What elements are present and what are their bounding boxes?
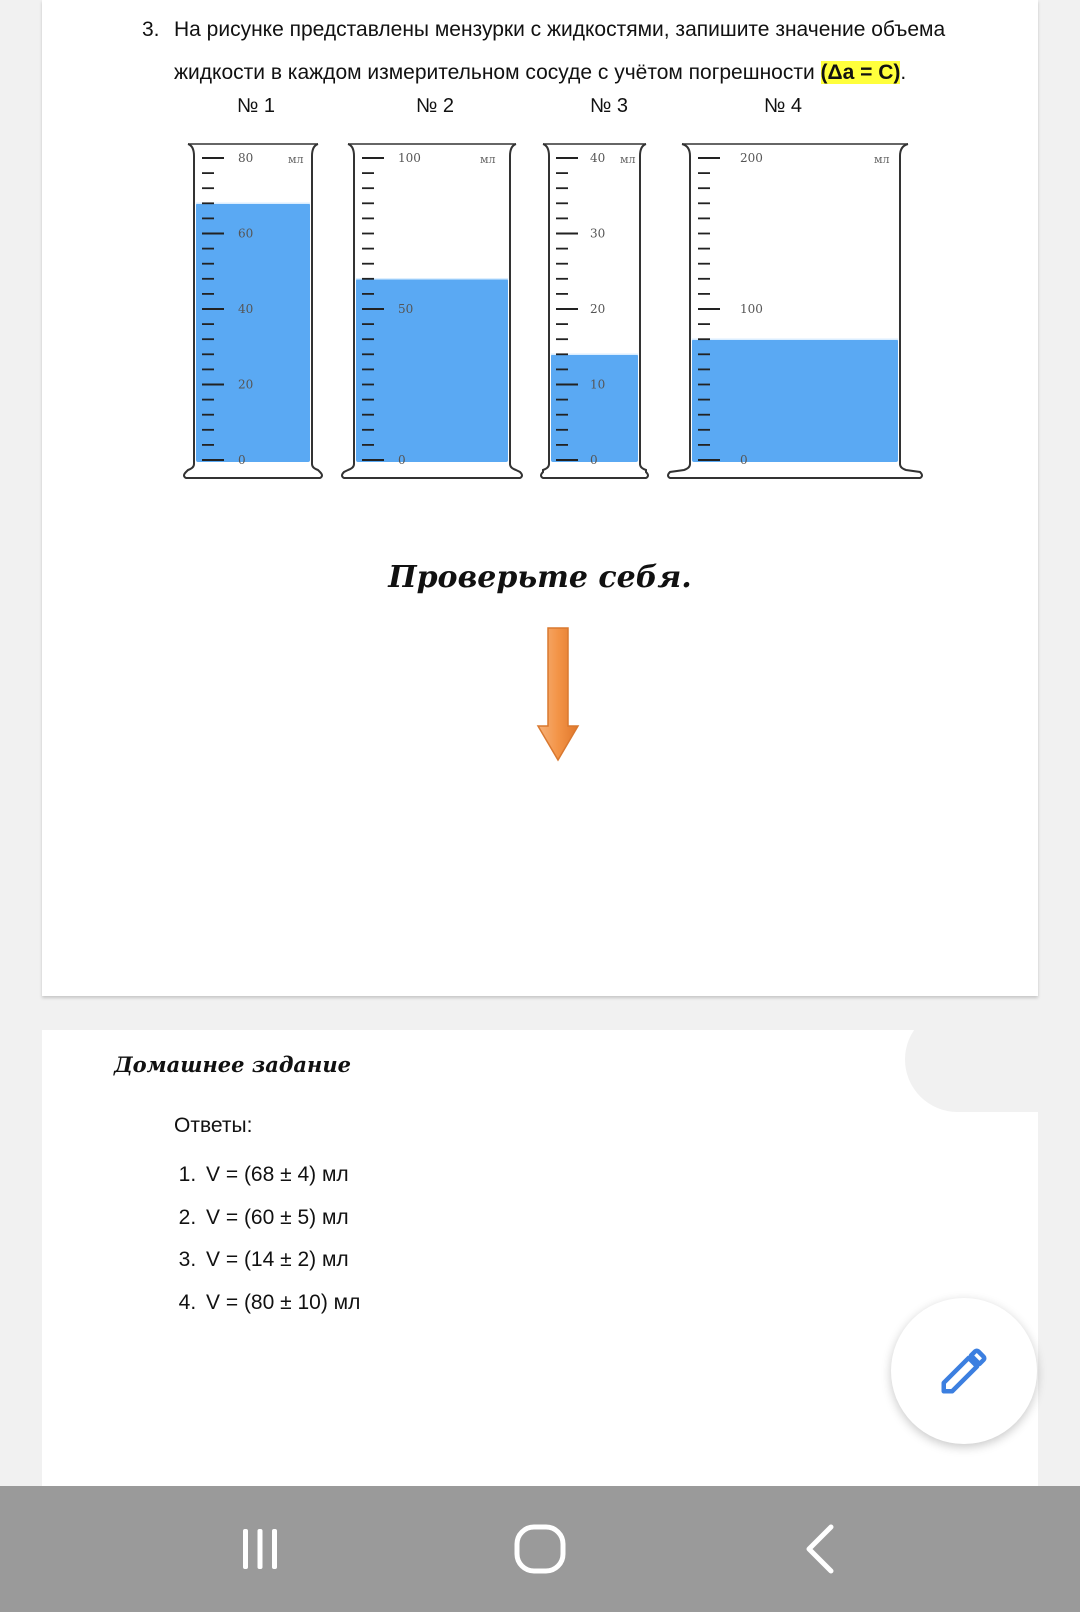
liquid-fill xyxy=(356,279,508,462)
tick-label: 40 xyxy=(590,151,606,165)
tick-label: 10 xyxy=(590,377,606,392)
recent-apps-icon xyxy=(235,1524,285,1574)
cylinder-label-2: № 2 xyxy=(415,95,455,117)
tick-label: 40 xyxy=(238,302,254,316)
tick-label: 200 xyxy=(740,151,763,165)
tick-label: 0 xyxy=(590,453,598,467)
answer-item: 3. V = (14 ± 2) мл xyxy=(202,1239,360,1282)
homework-title: Домашнее задание xyxy=(114,1052,351,1077)
document-page-2 xyxy=(42,1030,1038,1486)
answers-block xyxy=(174,1114,360,1324)
liquid-fill xyxy=(551,354,638,462)
back-button[interactable] xyxy=(760,1486,880,1612)
task-tail: . xyxy=(900,61,907,84)
tick-label: 20 xyxy=(590,302,606,316)
document-page-1 xyxy=(42,0,1038,996)
recent-apps-button[interactable] xyxy=(200,1486,320,1612)
unit-label: мл xyxy=(620,153,636,166)
home-button[interactable] xyxy=(480,1486,600,1612)
down-arrow-icon xyxy=(536,626,580,762)
unit-label: мл xyxy=(480,153,496,166)
task-number: 3. xyxy=(142,18,160,41)
tick-label: 60 xyxy=(238,226,254,241)
back-icon xyxy=(797,1521,843,1577)
check-yourself-heading: Проверьте себя. xyxy=(388,560,692,595)
tick-label: 50 xyxy=(398,302,414,316)
tick-label: 0 xyxy=(398,453,406,467)
answers-heading: Ответы: xyxy=(174,1114,253,1137)
cylinder-label-4: № 4 xyxy=(763,95,803,117)
measuring-cylinders xyxy=(42,0,1038,520)
tick-label: 80 xyxy=(238,151,254,165)
task-text: На рисунке представлены мензурки с жидкостями, запишите значение объема жидкости в каждом измерительном сосуде с учётом погрешности xyxy=(174,18,946,84)
tick-label: 0 xyxy=(238,453,246,467)
liquid-fill xyxy=(196,203,310,462)
edit-fab-button[interactable] xyxy=(891,1298,1037,1444)
tick-label: 100 xyxy=(740,302,763,316)
answer-item: 1. V = (68 ± 4) мл xyxy=(202,1154,360,1197)
answer-item: 4. V = (80 ± 10) мл xyxy=(202,1282,360,1325)
pencil-icon xyxy=(937,1344,991,1398)
cylinder-label-3: № 3 xyxy=(589,95,629,117)
tick-label: 20 xyxy=(238,377,254,392)
unit-label: мл xyxy=(288,153,304,166)
tick-label: 30 xyxy=(590,226,606,241)
unit-label: мл xyxy=(874,153,890,166)
system-navigation-bar xyxy=(0,1486,1080,1612)
liquid-fill xyxy=(692,339,898,462)
home-icon xyxy=(512,1521,568,1577)
cylinder-label-1: № 1 xyxy=(236,95,276,117)
tick-label: 100 xyxy=(398,151,421,165)
tick-label: 0 xyxy=(740,453,748,467)
answer-item: 2. V = (60 ± 5) мл xyxy=(202,1197,360,1240)
task-formula: (Δа = С) xyxy=(820,61,901,84)
decorative-blob xyxy=(905,1007,1080,1112)
